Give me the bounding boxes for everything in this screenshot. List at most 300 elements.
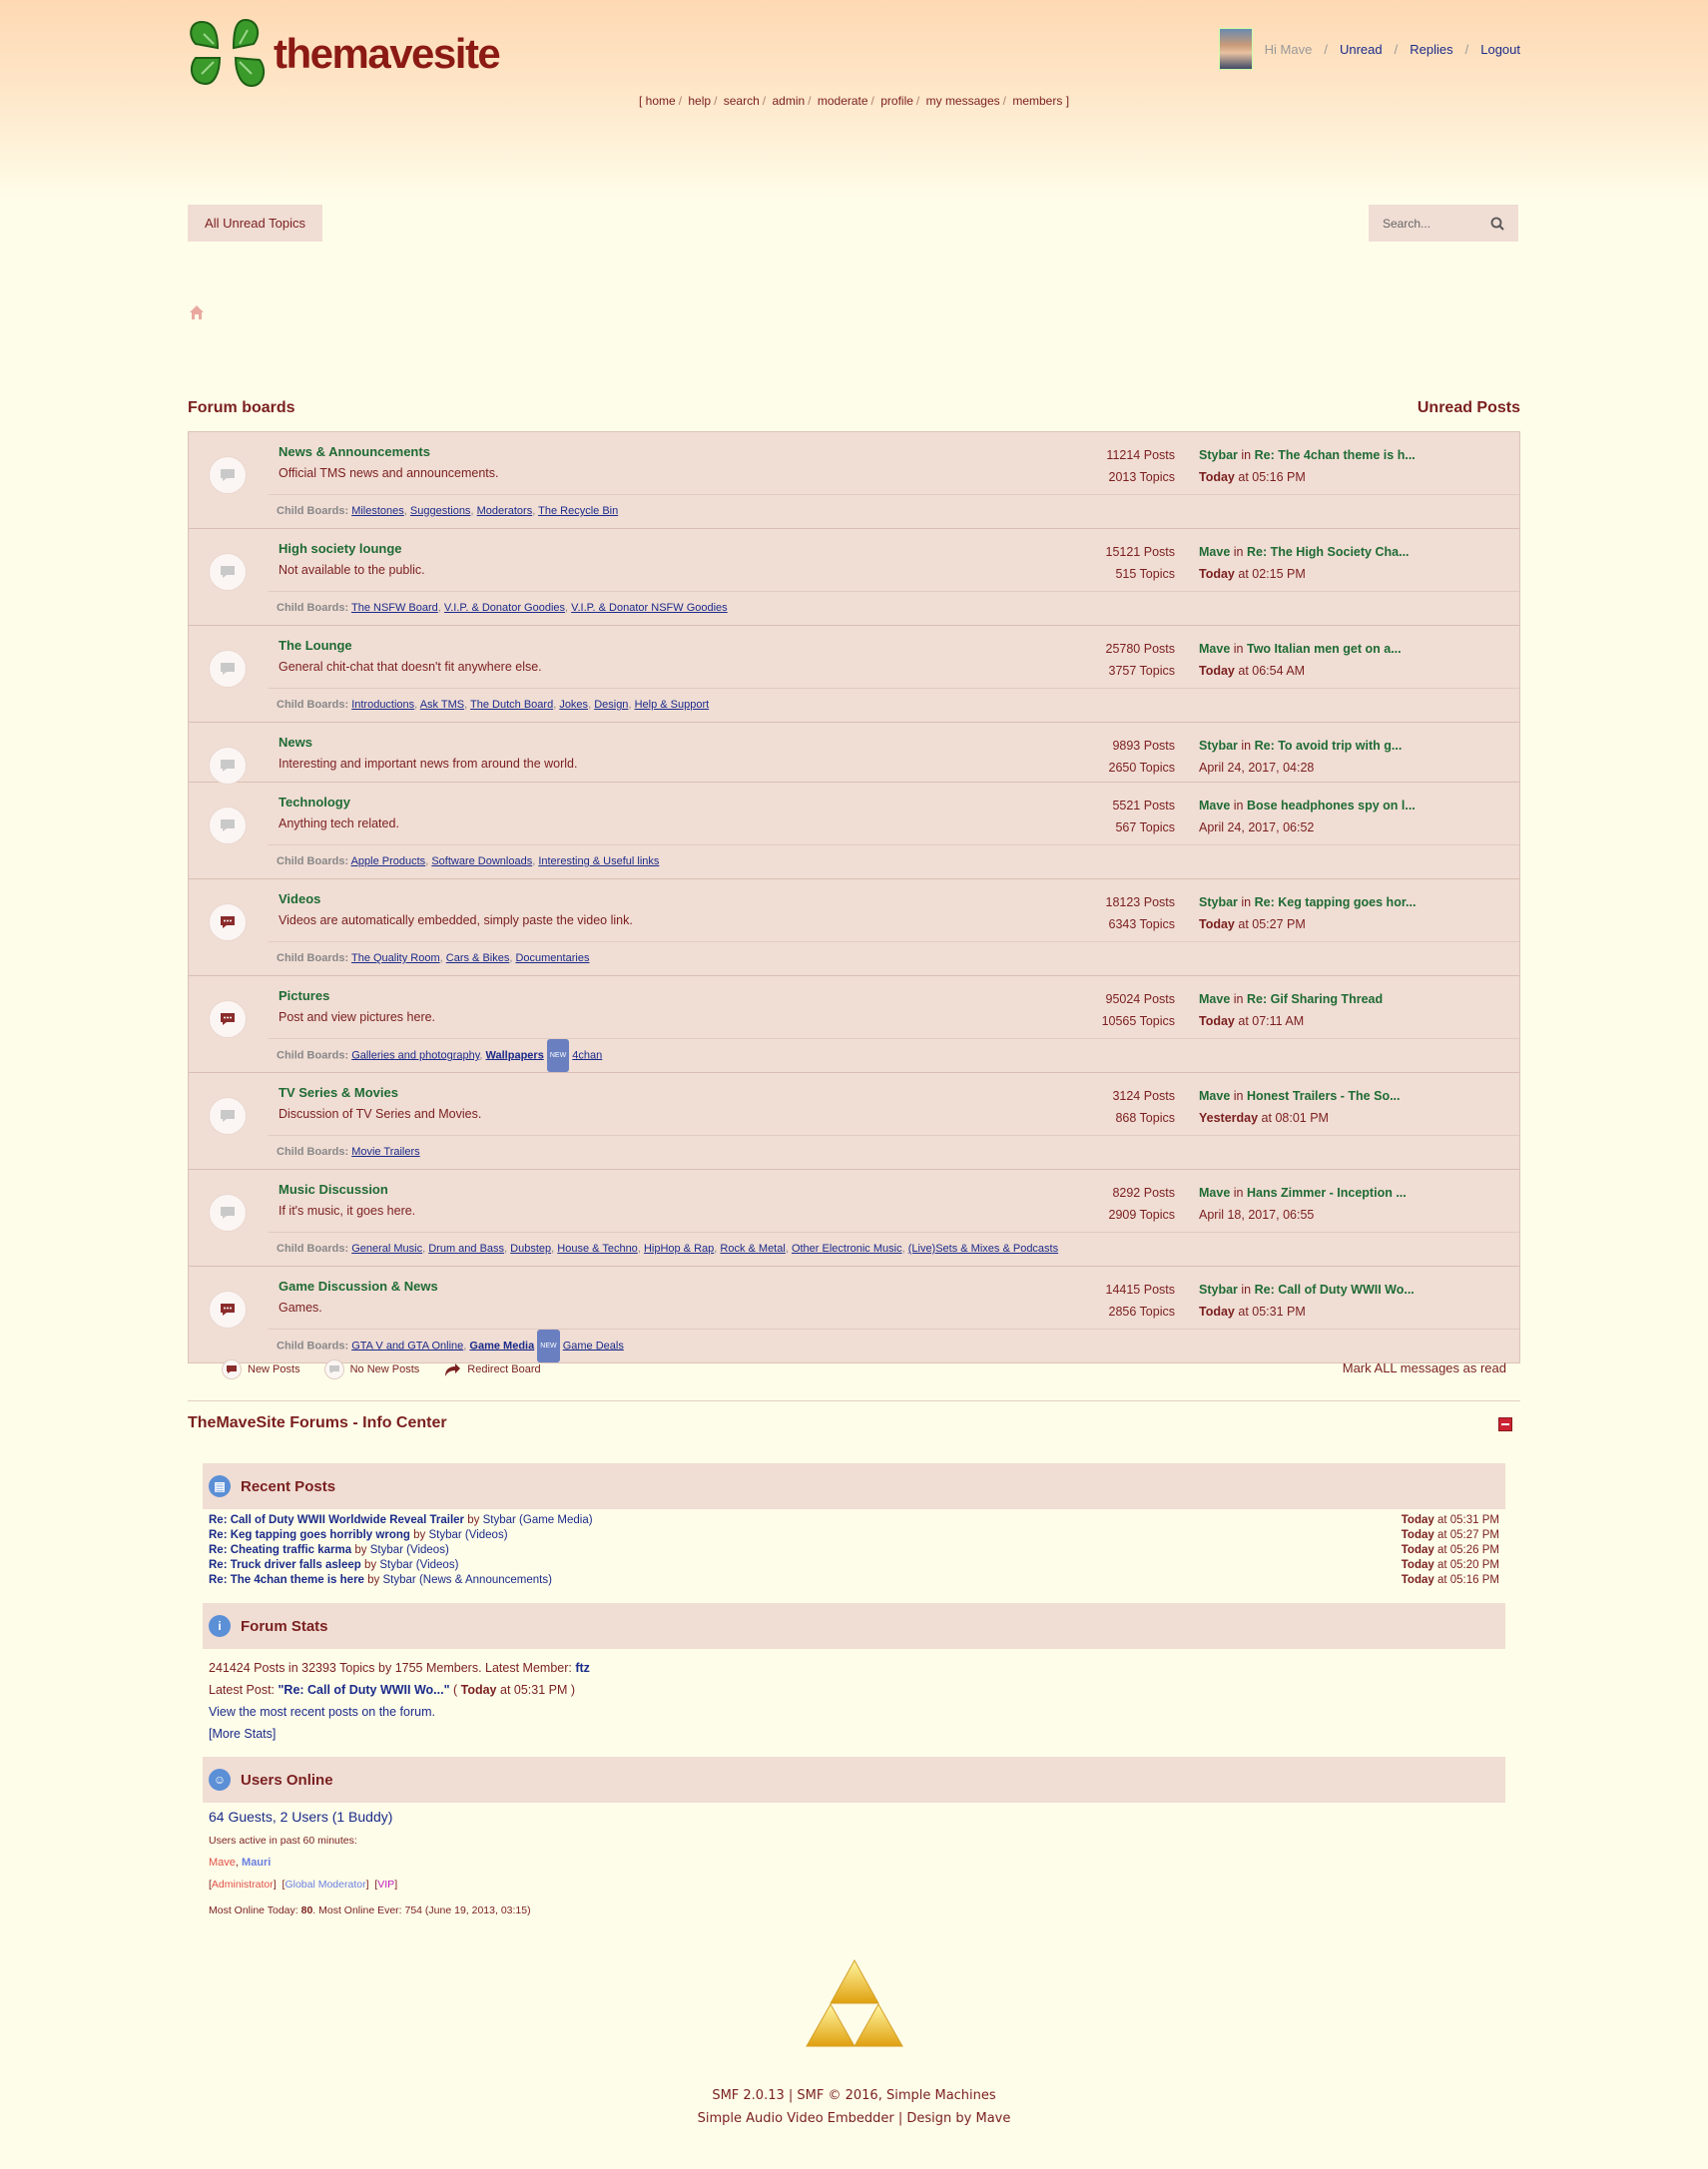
last-post-time: April 18, 2017, 06:55 [1199, 1208, 1315, 1222]
no-new-posts-icon[interactable] [209, 1194, 247, 1232]
redirect-arrow-icon [443, 1361, 461, 1377]
board-description: If it's music, it goes here. [279, 1204, 416, 1218]
group-global-moderator[interactable]: Global Moderator [285, 1879, 366, 1891]
board-last-post [1199, 988, 1498, 1032]
recent-post-day: Today [1401, 1514, 1434, 1526]
child-board-link[interactable]: Suggestions [409, 505, 471, 517]
legend-no-new-posts-label: No New Posts [349, 1363, 420, 1375]
new-posts-icon[interactable] [209, 1000, 247, 1038]
board-main [189, 879, 1519, 941]
board-stats [1112, 795, 1175, 838]
child-board-link[interactable]: (Live)Sets & Mixes & Podcasts [907, 1243, 1059, 1255]
board-posts: 3124 Posts [1112, 1089, 1175, 1103]
recent-post-date [1402, 1573, 1499, 1588]
recent-post-date [1402, 1543, 1499, 1558]
mark-all-read-link[interactable]: Mark ALL messages as read [1342, 1360, 1506, 1375]
search-icon[interactable] [1490, 217, 1504, 231]
more-stats-link[interactable]: [More Stats] [209, 1727, 277, 1741]
child-board-link[interactable]: V.I.P. & Donator NSFW Goodies [571, 602, 728, 614]
forum-stats-header [203, 1603, 1505, 1649]
recent-post-row [209, 1528, 1499, 1543]
last-post-author[interactable]: Stybar [1199, 1283, 1238, 1297]
recent-post-title[interactable]: Re: Keg tapping goes horribly wrong [209, 1529, 410, 1541]
recent-post-time: at 05:31 PM [1433, 1514, 1499, 1526]
online-user-mave[interactable]: Mave [209, 1857, 236, 1869]
child-board-link[interactable]: Moderators [476, 505, 533, 517]
search-input[interactable] [1369, 205, 1518, 242]
child-board-link[interactable]: Introductions [351, 699, 415, 711]
users-online-icon: ☺ [209, 1769, 231, 1791]
child-board-link[interactable]: Ask TMS [419, 699, 465, 711]
site-logo[interactable] [188, 14, 527, 92]
last-post-day: Today [1199, 917, 1235, 931]
board-stats [1106, 638, 1176, 682]
child-boards: Child Boards: Galleries and photography, Wallpapers NEW 4chan [269, 1038, 1519, 1072]
last-post-in: in [1233, 992, 1244, 1006]
recent-post-by: by [363, 1559, 377, 1571]
board-main [189, 1073, 1519, 1135]
board-main [189, 626, 1519, 688]
forum-stats [209, 1657, 590, 1745]
last-post-topic[interactable]: Two Italian men get on a... [1246, 642, 1402, 656]
board-posts: 18123 Posts [1105, 895, 1175, 909]
child-board-link[interactable]: Design [594, 699, 629, 711]
recent-post-info [209, 1543, 449, 1558]
last-post-author[interactable]: Mave [1199, 799, 1231, 813]
recent-post-title[interactable]: Re: The 4chan theme is here [209, 1574, 364, 1586]
board-name[interactable]: News [279, 735, 312, 750]
recent-post-author[interactable]: Stybar [382, 1574, 416, 1586]
board-description: Games. [279, 1301, 322, 1315]
board-stats [1106, 541, 1176, 585]
last-post-day: Today [1199, 1305, 1235, 1319]
board-row [189, 723, 1519, 783]
latest-post-paren: ( [449, 1683, 461, 1697]
footer-copyright[interactable]: SMF 2.0.13 | SMF © 2016, Simple Machines [712, 2088, 996, 2103]
board-name[interactable]: News & Announcements [279, 444, 430, 459]
most-online: Most Online Today: 80. Most Online Ever: 754 (June 19, 2013, 03:15) [209, 1904, 531, 1916]
last-post-day: Today [1199, 1014, 1235, 1028]
recent-post-author[interactable]: Stybar [428, 1529, 462, 1541]
child-board-link[interactable]: Interesting & Useful links [538, 855, 660, 867]
last-post-date [1199, 1107, 1498, 1129]
recent-post-info [209, 1513, 593, 1528]
child-boards: Child Boards: General Music, Drum and Bass, Dubstep, House & Techno, HipHop & Rap, Rock & Metal, Other Electronic Music, (Live)Sets & Mixes & Podcasts [269, 1232, 1519, 1266]
new-badge: NEW [537, 1330, 559, 1362]
board-description: Anything tech related. [279, 816, 399, 830]
user-greeting: Hi Mave [1264, 41, 1313, 57]
last-post-in: in [1241, 448, 1252, 462]
footer [0, 2084, 1708, 2130]
child-board-link[interactable]: Milestones [351, 505, 404, 517]
child-boards: Child Boards: Milestones, Suggestions, Moderators, The Recycle Bin [269, 494, 1519, 528]
nav-my-messages[interactable]: my messages [925, 94, 1000, 108]
board-topics: 515 Topics [1115, 567, 1175, 581]
board-stats [1102, 988, 1175, 1032]
board-posts: 25780 Posts [1105, 642, 1175, 656]
child-board-link[interactable]: Apple Products [350, 855, 426, 867]
recent-post-by: by [413, 1529, 426, 1541]
recent-post-board[interactable]: (News & Announcements) [418, 1574, 552, 1586]
recent-post-title[interactable]: Re: Truck driver falls asleep [209, 1559, 361, 1571]
child-board-link[interactable]: Other Electronic Music [791, 1243, 902, 1255]
board-last-post [1199, 444, 1498, 488]
last-post-time: April 24, 2017, 06:52 [1199, 820, 1315, 834]
recent-post-board[interactable]: (Game Media) [519, 1514, 593, 1526]
child-board-link[interactable]: Game Media [469, 1340, 535, 1353]
recent-post-board[interactable]: (Videos) [415, 1559, 459, 1571]
latest-post-line [209, 1679, 590, 1701]
child-boards-label: Child Boards: [277, 855, 349, 867]
child-board-link[interactable]: Software Downloads [431, 855, 533, 867]
nav-search[interactable]: search [723, 94, 760, 108]
last-post-in: in [1233, 1186, 1244, 1200]
group-vip[interactable]: VIP [377, 1879, 395, 1891]
board-last-post [1199, 795, 1498, 838]
recent-post-time: at 05:26 PM [1433, 1544, 1499, 1556]
recent-post-by: by [354, 1544, 367, 1556]
child-board-link[interactable]: GTA V and GTA Online [351, 1340, 464, 1353]
users-online-header [203, 1757, 1505, 1803]
last-post-topic[interactable]: Bose headphones spy on l... [1246, 799, 1416, 813]
child-board-link[interactable]: V.I.P. & Donator Goodies [443, 602, 566, 614]
child-boards: Child Boards: Introductions, Ask TMS, The Dutch Board, Jokes, Design, Help & Support [269, 688, 1519, 722]
forum-stats-icon: i [209, 1615, 231, 1637]
no-new-posts-icon [324, 1359, 344, 1379]
last-post-topic[interactable]: Re: The High Society Cha... [1246, 545, 1410, 559]
board-posts: 95024 Posts [1105, 992, 1175, 1006]
child-board-link[interactable]: Wallpapers [485, 1049, 544, 1062]
board-main [189, 976, 1519, 1038]
recent-post-row [209, 1573, 1499, 1588]
board-name[interactable]: TV Series & Movies [279, 1085, 398, 1100]
latest-post-link[interactable]: "Re: Call of Duty WWII Wo..." [278, 1683, 450, 1697]
child-board-link[interactable]: The Quality Room [350, 952, 440, 964]
recent-post-title[interactable]: Re: Call of Duty WWII Worldwide Reveal Trailer [209, 1514, 465, 1526]
last-post-line [1199, 1085, 1498, 1107]
no-new-posts-icon[interactable] [209, 747, 247, 785]
last-post-in: in [1233, 642, 1244, 656]
online-label: Users active in past 60 minutes: [209, 1835, 357, 1847]
last-post-time: at 02:15 PM [1234, 567, 1306, 581]
child-boards-label: Child Boards: [277, 1049, 349, 1062]
last-post-author[interactable]: Mave [1199, 545, 1231, 559]
last-post-in: in [1241, 739, 1252, 753]
last-post-line [1199, 891, 1498, 913]
child-board-link[interactable]: Cars & Bikes [445, 952, 510, 964]
recent-post-date [1402, 1528, 1499, 1543]
nav-moderate[interactable]: moderate [817, 94, 868, 108]
last-post-time: at 05:16 PM [1234, 470, 1306, 484]
child-boards [269, 1135, 1519, 1169]
last-post-author[interactable]: Stybar [1199, 448, 1238, 462]
recent-post-day: Today [1401, 1544, 1434, 1556]
board-posts: 9893 Posts [1112, 739, 1175, 753]
nav-bracket-open: [ [638, 94, 643, 108]
last-post-topic[interactable]: Honest Trailers - The So... [1246, 1089, 1401, 1103]
board-description: Official TMS news and announcements. [279, 466, 499, 480]
last-post-day: Today [1199, 470, 1235, 484]
last-post-line [1199, 638, 1498, 660]
board-stats [1106, 444, 1175, 488]
board-name[interactable]: Technology [279, 795, 350, 810]
recent-post-info [209, 1528, 508, 1543]
board-topics: 3757 Topics [1108, 664, 1175, 678]
child-board-link[interactable]: The Recycle Bin [538, 505, 619, 517]
new-posts-icon[interactable] [209, 903, 247, 941]
legend-redirect-board [443, 1361, 540, 1377]
board-posts: 8292 Posts [1112, 1186, 1175, 1200]
last-post-time: at 07:11 AM [1234, 1014, 1305, 1028]
child-board-link[interactable]: Game Deals [562, 1340, 624, 1353]
last-post-date [1199, 660, 1498, 682]
users-online [209, 1809, 531, 1916]
board-last-post [1199, 891, 1498, 935]
latest-post-day: Today [460, 1683, 497, 1697]
nav-home[interactable]: home [645, 94, 676, 108]
last-post-author[interactable]: Mave [1199, 992, 1231, 1006]
recent-post-day: Today [1401, 1529, 1434, 1541]
last-post-in: in [1241, 895, 1252, 909]
nav-profile[interactable]: profile [880, 94, 913, 108]
last-post-in: in [1233, 799, 1244, 813]
unread-link[interactable]: Unread [1339, 41, 1383, 57]
board-name[interactable]: Videos [279, 891, 321, 906]
recent-post-date [1402, 1513, 1499, 1528]
child-board-link[interactable]: Drum and Bass [428, 1243, 505, 1255]
last-post-author[interactable]: Mave [1199, 1186, 1231, 1200]
recent-posts-link[interactable]: View the most recent posts on the forum. [209, 1705, 435, 1719]
board-description: Interesting and important news from around the world. [279, 757, 578, 771]
recent-post-author[interactable]: Stybar [482, 1514, 516, 1526]
child-boards: Child Boards: Apple Products, Software Downloads, Interesting & Useful links [269, 844, 1519, 878]
site-name: themavesite [274, 30, 500, 77]
last-post-line [1199, 988, 1498, 1010]
recent-post-row [209, 1543, 1499, 1558]
no-new-posts-icon[interactable] [209, 456, 247, 494]
board-name[interactable]: High society lounge [279, 541, 402, 556]
new-badge: NEW [547, 1039, 569, 1072]
recent-post-info [209, 1558, 458, 1573]
last-post-line [1199, 1279, 1498, 1301]
board-row [189, 432, 1519, 529]
last-post-date [1199, 913, 1498, 935]
no-new-posts-icon[interactable] [209, 553, 247, 591]
group-administrator[interactable]: Administrator [211, 1879, 274, 1891]
board-row [189, 1170, 1519, 1267]
recent-post-row [209, 1558, 1499, 1573]
user-area: Hi Mave / Unread / Replies / Logout [1219, 28, 1520, 70]
last-post-date [1199, 1204, 1498, 1226]
child-board-link[interactable]: Help & Support [634, 699, 710, 711]
board-row [189, 626, 1519, 723]
child-board-link[interactable]: HipHop & Rap [643, 1243, 715, 1255]
board-main [189, 723, 1519, 782]
nav-help[interactable]: help [688, 94, 712, 108]
collapse-icon[interactable] [1498, 1417, 1512, 1431]
child-boards-label: Child Boards: [277, 1243, 349, 1255]
child-boards: Child Boards: GTA V and GTA Online, Game Media NEW Game Deals [269, 1329, 1519, 1362]
last-post-in: in [1241, 1283, 1252, 1297]
board-last-post [1199, 1085, 1498, 1129]
board-description: Post and view pictures here. [279, 1010, 436, 1024]
no-new-posts-icon[interactable] [209, 807, 247, 844]
board-name[interactable]: Music Discussion [279, 1182, 388, 1197]
footer-credits[interactable]: Simple Audio Video Embedder | Design by Mave [697, 2111, 1011, 2126]
last-post-topic[interactable]: Hans Zimmer - Inception ... [1246, 1186, 1407, 1200]
child-board-link[interactable]: General Music [351, 1243, 423, 1255]
board-last-post [1199, 1182, 1498, 1226]
board-main [189, 529, 1519, 591]
last-post-author[interactable]: Stybar [1199, 739, 1238, 753]
child-boards-label: Child Boards: [277, 1146, 349, 1158]
last-post-date [1199, 816, 1498, 838]
board-description: Not available to the public. [279, 563, 425, 577]
last-post-line [1199, 444, 1498, 466]
board-posts: 15121 Posts [1105, 545, 1175, 559]
nav-bracket-close: ] [1065, 94, 1070, 108]
last-post-day: Today [1199, 664, 1235, 678]
board-row [189, 783, 1519, 879]
board-last-post [1199, 735, 1498, 779]
child-boards: Child Boards: The Quality Room, Cars & Bikes, Documentaries [269, 941, 1519, 975]
board-posts: 11214 Posts [1106, 448, 1175, 462]
board-row [189, 1073, 1519, 1170]
last-post-author[interactable]: Mave [1199, 1089, 1231, 1103]
no-new-posts-icon[interactable] [209, 650, 247, 688]
board-row [189, 976, 1519, 1073]
nav-admin[interactable]: admin [772, 94, 806, 108]
child-board-link[interactable]: The NSFW Board [350, 602, 438, 614]
last-post-time: at 05:27 PM [1234, 917, 1306, 931]
home-icon[interactable] [188, 303, 206, 321]
last-post-line [1199, 735, 1498, 757]
last-post-in: in [1233, 545, 1244, 559]
recent-posts-list [209, 1513, 1499, 1588]
stats-line: 241424 Posts in 32393 Topics by 1755 Members. Latest Member: [209, 1661, 576, 1675]
recent-post-board[interactable]: (Videos) [464, 1529, 508, 1541]
child-board-link[interactable]: Dubstep [510, 1243, 552, 1255]
last-post-date [1199, 757, 1498, 779]
no-new-posts-icon[interactable] [209, 1097, 247, 1135]
last-post-topic[interactable]: Re: To avoid trip with g... [1254, 739, 1403, 753]
recent-post-author[interactable]: Stybar [379, 1559, 413, 1571]
nav-members[interactable]: members [1012, 94, 1063, 108]
last-post-author[interactable]: Stybar [1199, 895, 1238, 909]
logout-link[interactable]: Logout [1480, 41, 1520, 57]
replies-link[interactable]: Replies [1410, 41, 1453, 57]
last-post-author[interactable]: Mave [1199, 642, 1231, 656]
recent-post-date [1402, 1558, 1499, 1573]
child-board-link[interactable]: The Dutch Board [470, 699, 554, 711]
board-row [189, 879, 1519, 976]
recent-post-row [209, 1513, 1499, 1528]
child-board-link[interactable]: 4chan [572, 1049, 603, 1062]
new-posts-icon [222, 1359, 242, 1379]
board-row [189, 529, 1519, 626]
legend-new-posts-label: New Posts [248, 1363, 300, 1375]
recent-posts-header [203, 1463, 1505, 1509]
board-stats [1109, 1182, 1176, 1226]
divider [188, 1400, 1520, 1401]
new-posts-icon[interactable] [209, 1291, 247, 1329]
board-topics: 10565 Topics [1101, 1014, 1175, 1028]
online-count[interactable]: 64 Guests, 2 Users (1 Buddy) [209, 1809, 393, 1825]
recent-post-title[interactable]: Re: Cheating traffic karma [209, 1544, 352, 1556]
recent-posts-title: Recent Posts [241, 1477, 336, 1495]
board-list [188, 431, 1520, 1363]
board-name[interactable]: The Lounge [279, 638, 352, 653]
last-post-date [1199, 466, 1498, 488]
board-main [189, 1170, 1519, 1232]
recent-post-board[interactable]: (Videos) [406, 1544, 449, 1556]
online-user-mauri[interactable]: Mauri [242, 1857, 272, 1869]
board-stats [1106, 1279, 1176, 1323]
last-post-topic[interactable]: Re: The 4chan theme is h... [1254, 448, 1416, 462]
last-post-topic[interactable]: Re: Keg tapping goes hor... [1254, 895, 1417, 909]
recent-post-day: Today [1401, 1574, 1434, 1586]
child-board-link[interactable]: Galleries and photography [351, 1049, 480, 1062]
board-stats [1112, 1085, 1175, 1129]
board-topics: 2909 Topics [1108, 1208, 1175, 1222]
child-board-link[interactable]: House & Techno [557, 1243, 638, 1255]
recent-post-by: by [367, 1574, 380, 1586]
last-post-date [1199, 563, 1498, 585]
child-board-link[interactable]: Rock & Metal [720, 1243, 786, 1255]
child-board-link[interactable]: Documentaries [515, 952, 590, 964]
last-post-line [1199, 795, 1498, 816]
board-legend [222, 1359, 557, 1379]
board-topics: 567 Topics [1115, 820, 1175, 834]
recent-post-time: at 05:16 PM [1433, 1574, 1499, 1586]
users-online-title: Users Online [241, 1771, 333, 1789]
most-online-today: 80 [300, 1904, 313, 1916]
board-posts: 14415 Posts [1105, 1283, 1175, 1297]
board-stats [1106, 891, 1176, 935]
last-post-topic[interactable]: Re: Call of Duty WWII Wo... [1254, 1283, 1415, 1297]
legend-new-posts [222, 1359, 300, 1379]
board-name[interactable]: Game Discussion & News [279, 1279, 438, 1294]
avatar[interactable] [1219, 28, 1253, 70]
triforce-logo-icon [805, 1958, 904, 2048]
board-last-post [1199, 541, 1498, 585]
board-name[interactable]: Pictures [279, 988, 330, 1003]
last-post-topic[interactable]: Re: Gif Sharing Thread [1246, 992, 1384, 1006]
board-topics: 868 Topics [1115, 1111, 1175, 1125]
board-stats [1109, 735, 1176, 779]
unread-posts-link[interactable]: Unread Posts [1417, 399, 1520, 416]
board-topics: 2856 Topics [1108, 1305, 1175, 1319]
recent-post-time: at 05:20 PM [1433, 1559, 1499, 1571]
last-post-date [1199, 1010, 1498, 1032]
child-board-link[interactable]: Jokes [559, 699, 589, 711]
latest-member-link[interactable]: ftz [575, 1661, 590, 1675]
recent-post-author[interactable]: Stybar [369, 1544, 403, 1556]
recent-post-day: Today [1401, 1559, 1434, 1571]
legend-no-new-posts [324, 1359, 420, 1379]
board-description: Discussion of TV Series and Movies. [279, 1107, 482, 1121]
last-post-time: at 05:31 PM [1234, 1305, 1306, 1319]
all-unread-topics-button[interactable]: All Unread Topics [188, 205, 322, 242]
board-last-post [1199, 638, 1498, 682]
online-users: Mave, Mauri [209, 1857, 272, 1869]
child-board-link[interactable]: Movie Trailers [351, 1146, 420, 1158]
child-boards: Child Boards: The NSFW Board, V.I.P. & Donator Goodies, V.I.P. & Donator NSFW Goodies [269, 591, 1519, 625]
board-topics: 6343 Topics [1108, 917, 1175, 931]
last-post-time: at 08:01 PM [1258, 1111, 1329, 1125]
last-post-date [1199, 1301, 1498, 1323]
child-boards-label: Child Boards: [277, 505, 349, 517]
